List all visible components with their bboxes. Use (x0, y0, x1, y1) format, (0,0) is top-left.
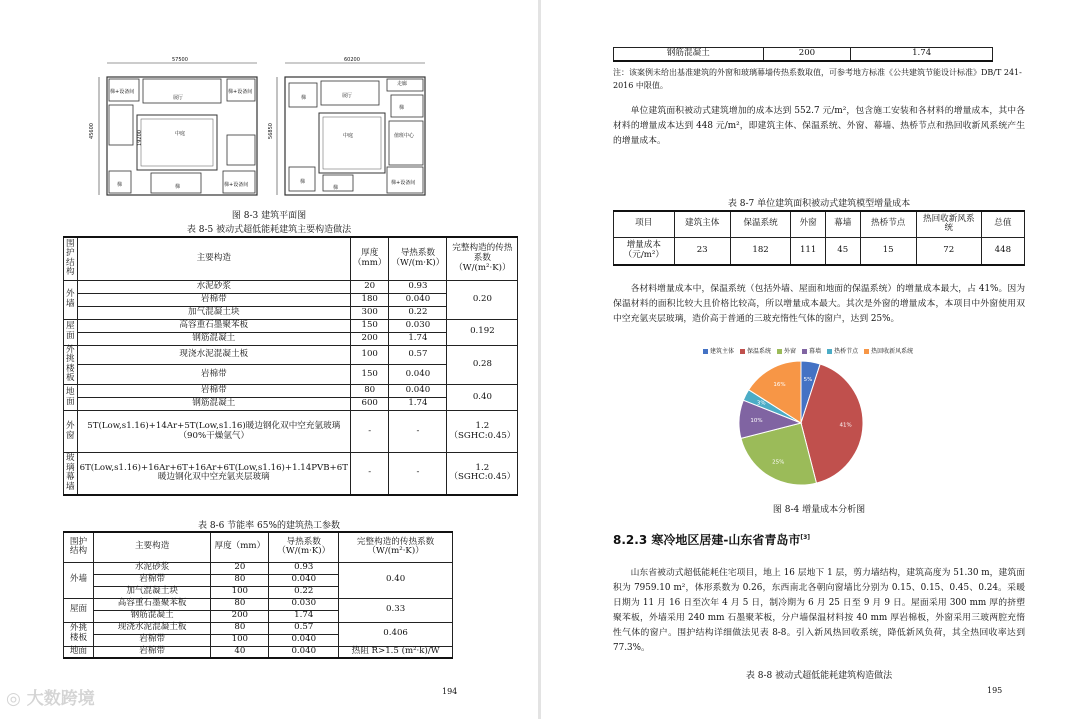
table-cell: 0.030 (389, 319, 447, 332)
table-cell: 111 (791, 237, 826, 265)
table-cell: 72 (916, 237, 981, 265)
table-cell: 钢筋混凝土 (93, 610, 210, 622)
watermark-text: 大数跨境 (26, 689, 95, 709)
floor-plan-figure (95, 55, 435, 205)
left-page (0, 0, 538, 719)
table-cell: 岩棉带 (93, 646, 210, 658)
header-cell: 总值 (981, 211, 1024, 237)
table-cell: 15 (860, 237, 916, 265)
table-cell: 0.030 (269, 598, 339, 610)
table-cell: 180 (350, 293, 388, 306)
page-number: 194 (442, 687, 458, 696)
legend-swatch (864, 349, 869, 354)
plan-a-room: 展厅 (173, 95, 184, 101)
group-cell: 屋面 (64, 319, 78, 345)
plan-a-room: 梯 (175, 184, 181, 190)
table-cell: 5T(Low,s1.16)+14Ar+5T(Low,s1.16)暖边钢化双中空充氩玻璃（90%干燥氩气） (77, 411, 350, 453)
table-cell: 40 (211, 646, 269, 658)
plan-a-width-dim: 57500 (172, 57, 188, 63)
table-8-6-caption: 表 8-6 节能率 65%的建筑热工参数 (197, 521, 341, 531)
table-cell: 80 (211, 574, 269, 586)
table-cell: 6T(Low,s1.16)+16Ar+6T+16Ar+6T(Low,s1.16)+1.14PVB+6T暖边钢化双中空充氩夹层玻璃 (77, 453, 350, 495)
u-value-cell: 0.28 (447, 345, 518, 385)
u-value-cell: 0.192 (447, 319, 518, 345)
table-cell: 200 (350, 332, 388, 345)
paragraph-3: 山东省被动式超低能耗住宅项目，地上 16 层地下 1 层，剪力墙结构，建筑高度为 51.30 m，建筑面积为 7959.10 m²，体形系数为 0.26，东西南北各朝向窗墙比分别为 0.15、0.15、0.45、0.24。采暖日期为 11 月 16 日至次年 4 月 5 日，制冷期为 6 月 25 日至 9 月 9 日。屋面采用 300 mm 厚的挤塑聚苯板，外墙采用 240 mm 石墨聚苯板，分户墙保温材料按 40 mm 厚岩棉板，外窗采用三玻两腔充惰性气体的窗户。围护结构详细做法见表 8-8。引入新风热回收系统，降低新风负荷，其全热回收率达到 77.3%。 (613, 568, 1025, 653)
group-cell: 外挑楼板 (64, 345, 78, 385)
u-value-cell: 1.2（SGHC:0.45） (447, 453, 518, 495)
plan-a-room: 梯 (117, 182, 123, 188)
table-cell: 现浇水泥混凝土板 (93, 622, 210, 634)
table-cell: - (350, 411, 388, 453)
plan-b-room: 中庭 (343, 133, 354, 139)
table-cell: 水泥砂浆 (77, 280, 350, 293)
watermark-logo: ◎ 大数跨境 (6, 689, 95, 709)
table-8-6 (63, 531, 453, 659)
table-cell: 岩棉带 (93, 634, 210, 646)
u-value-cell: 0.406 (339, 622, 453, 646)
table-cell: 岩棉带 (77, 293, 350, 306)
section-title: 8.2.3 寒冷地区居建-山东省青岛市 (613, 533, 801, 547)
plan-a-height-dim: 45600 (88, 123, 95, 139)
table-cell: 0.93 (389, 280, 447, 293)
table-cell: 0.040 (269, 646, 339, 658)
row-label: 增量成本（元/m²） (614, 237, 675, 265)
legend-swatch (740, 349, 745, 354)
legend-item (703, 346, 734, 355)
table-cell: 钢筋混凝土 (614, 48, 764, 61)
table-cell: 23 (674, 237, 730, 265)
header-cell: 厚度（mm） (211, 532, 269, 562)
group-cell: 地面 (64, 385, 78, 411)
plan-b-room: 梯 (333, 185, 339, 191)
paragraph-2: 各材料增量成本中，保温系统（包括外墙、屋面和地面的保温系统）的增量成本最大，占 41%。因为保温材料的面积比较大且价格比较高，所以增量成本最大。其次是外窗的增量成本，本项目中外窗使用双中空充氩夹层玻璃，造价高于普通的三玻充惰性气体的窗户，达到 25%。 (613, 284, 1025, 324)
legend-swatch (703, 349, 708, 354)
table-cell: 80 (211, 598, 269, 610)
table-cell: 加气混凝土块 (77, 306, 350, 319)
pie-label-5: 16% (773, 381, 786, 388)
plan-a-room: 梯+设备间 (224, 182, 249, 188)
table-cell: 100 (350, 345, 388, 365)
table-cell: 0.93 (269, 562, 339, 574)
table-cell: 0.57 (389, 345, 447, 365)
pie-label-4: 3% (756, 400, 766, 407)
table-cell: 高容重石墨聚苯板 (77, 319, 350, 332)
paragraph-1: 单位建筑面积被动式建筑增加的成本达到 552.7 元/m²，包含施工安装和各材料的增量成本，其中各材料的增量成本达到 448 元/m²，即建筑主体、保温系统、外窗、幕墙、热桥节点和热回收新风系统产生的增量成本。 (613, 106, 1025, 146)
table-cell: 高容重石墨聚苯板 (93, 598, 210, 610)
right-page (541, 0, 1080, 719)
table-cell: 岩棉带 (77, 365, 350, 385)
table-cell: 加气混凝土块 (93, 586, 210, 598)
legend-label: 建筑主体 (710, 348, 735, 355)
legend-swatch (777, 349, 782, 354)
header-cell: 热回收新风系统 (916, 211, 981, 237)
table-cell: 钢筋混凝土 (77, 398, 350, 411)
pie-label-0: 5% (803, 376, 813, 383)
header-cell: 保温系统 (730, 211, 791, 237)
header-cell: 主要构造 (77, 237, 350, 280)
table-cell: 0.57 (269, 622, 339, 634)
table-cell: 1.74 (389, 332, 447, 345)
table-cell: 现浇水泥混凝土板 (77, 345, 350, 365)
figure-8-4-caption: 图 8-4 增量成本分析图 (772, 505, 866, 515)
table-8-7-caption: 表 8-7 单位建筑面积被动式建筑模型增量成本 (727, 199, 911, 209)
table-cell: 300 (350, 306, 388, 319)
table-cell: 0.040 (269, 574, 339, 586)
legend-label: 保温系统 (747, 348, 772, 355)
table-cell: - (350, 453, 388, 495)
table-cell: - (389, 453, 447, 495)
legend-label: 热桥节点 (834, 348, 859, 355)
section-heading (613, 531, 810, 548)
header-cell: 完整构造的传热系数（W/(m²·K)） (339, 532, 453, 562)
table-cell: 0.040 (389, 293, 447, 306)
group-cell: 屋面 (64, 598, 94, 622)
plan-b-room: 值班中心 (394, 133, 415, 139)
table-cell: 80 (350, 385, 388, 398)
plan-b-room: 梯 (399, 105, 405, 111)
legend-swatch (802, 349, 807, 354)
header-cell: 厚度（mm） (350, 237, 388, 280)
table-cell: 0.22 (269, 586, 339, 598)
table-8-5-caption: 表 8-5 被动式超低能耗建筑主要构造做法 (186, 225, 352, 235)
pie-label-2: 25% (772, 459, 785, 466)
table-cell: 200 (211, 610, 269, 622)
table-cell: 600 (350, 398, 388, 411)
chart-legend (703, 346, 913, 355)
table-cell: 20 (211, 562, 269, 574)
group-cell: 地面 (64, 646, 94, 658)
plan-b-room: 梯 (300, 179, 306, 185)
legend-item (740, 346, 771, 355)
table-cell: 200 (763, 48, 851, 61)
header-cell: 围护结构 (64, 237, 78, 280)
legend-item (777, 346, 796, 355)
table-cell: 150 (350, 365, 388, 385)
table-cell: 20 (350, 280, 388, 293)
u-value-cell: 1.2（SGHC:0.45） (447, 411, 518, 453)
u-value-cell: 热阻 R>1.5 (m²·k)/W (339, 646, 453, 658)
legend-label: 外窗 (784, 348, 797, 355)
table-8-8-caption: 表 8-8 被动式超低能耗建筑构造做法 (745, 671, 893, 681)
table-cell: 1.74 (389, 398, 447, 411)
section-reference: [3] (800, 534, 810, 541)
u-value-cell: 0.40 (339, 562, 453, 598)
pie-label-1: 41% (839, 422, 852, 429)
legend-label: 幕墙 (809, 348, 822, 355)
group-cell: 外挑楼板 (64, 622, 94, 646)
table-cell: 0.22 (389, 306, 447, 319)
plan-b-room: 梯 (301, 95, 307, 101)
table-cell: 100 (211, 586, 269, 598)
legend-item (827, 346, 858, 355)
legend-item (864, 346, 913, 355)
plan-a-room: 梯+设备间 (228, 89, 253, 95)
plan-a-room: 中庭 (175, 131, 186, 137)
table-cell: 钢筋混凝土 (77, 332, 350, 345)
table-cell: 45 (825, 237, 860, 265)
header-cell: 幕墙 (825, 211, 860, 237)
header-cell: 导热系数（W/(m·K)） (389, 237, 447, 280)
plan-a-room: 梯+设备间 (110, 89, 135, 95)
plan-b-width-dim: 60200 (344, 57, 360, 63)
header-cell: 围护结构 (64, 532, 94, 562)
table-cell: 448 (981, 237, 1024, 265)
plan-b-height-dim: 56850 (267, 123, 274, 139)
table-cell: 1.74 (851, 48, 993, 61)
table-cell: 100 (211, 634, 269, 646)
legend-label: 热回收新风系统 (871, 348, 914, 355)
plan-b-room: 梯+设备间 (391, 180, 416, 186)
legend-swatch (827, 349, 832, 354)
table-cell: 0.040 (269, 634, 339, 646)
table-cell: 岩棉带 (93, 574, 210, 586)
group-cell: 玻璃幕墙 (64, 453, 78, 495)
table-cell: 0.040 (389, 365, 447, 385)
u-value-cell: 0.33 (339, 598, 453, 622)
table-8-5 (63, 236, 518, 496)
table-cell: 150 (350, 319, 388, 332)
header-cell: 热桥节点 (860, 211, 916, 237)
u-value-cell: 0.20 (447, 280, 518, 319)
header-cell: 建筑主体 (674, 211, 730, 237)
header-cell: 完整构造的传热系数（W/(m²·K)） (447, 237, 518, 280)
header-cell: 导热系数（W/(m·K)） (269, 532, 339, 562)
plan-a-inner-dim: 19200 (136, 130, 143, 146)
pie-label-3: 10% (750, 418, 763, 425)
legend-item (802, 346, 821, 355)
table-cell: 0.040 (389, 385, 447, 398)
group-cell: 外窗 (64, 411, 78, 453)
table-8-6-continued (613, 47, 993, 62)
table-cell: - (389, 411, 447, 453)
figure-8-3-caption: 图 8-3 建筑平面图 (231, 211, 307, 221)
table-cell: 80 (211, 622, 269, 634)
header-cell: 项目 (614, 211, 675, 237)
table-note: 注：该案例未给出基准建筑的外窗和玻璃幕墙传热系数取值，可参考地方标准《公共建筑节能设计标准》DB/T 241-2016 中限值。 (613, 68, 1022, 90)
group-cell: 外墙 (64, 280, 78, 319)
table-cell: 182 (730, 237, 791, 265)
table-cell: 岩棉带 (77, 385, 350, 398)
table-cell: 1.74 (269, 610, 339, 622)
plan-b-room: 展厅 (342, 93, 353, 99)
group-cell: 外墙 (64, 562, 94, 598)
u-value-cell: 0.40 (447, 385, 518, 411)
page-number: 195 (987, 686, 1003, 695)
table-cell: 水泥砂浆 (93, 562, 210, 574)
floor-plan-a (99, 63, 257, 195)
table-8-7 (613, 210, 1025, 266)
pie-chart (736, 358, 866, 488)
plan-b-room: 走廊 (397, 81, 408, 87)
header-cell: 外窗 (791, 211, 826, 237)
header-cell: 主要构造 (93, 532, 210, 562)
